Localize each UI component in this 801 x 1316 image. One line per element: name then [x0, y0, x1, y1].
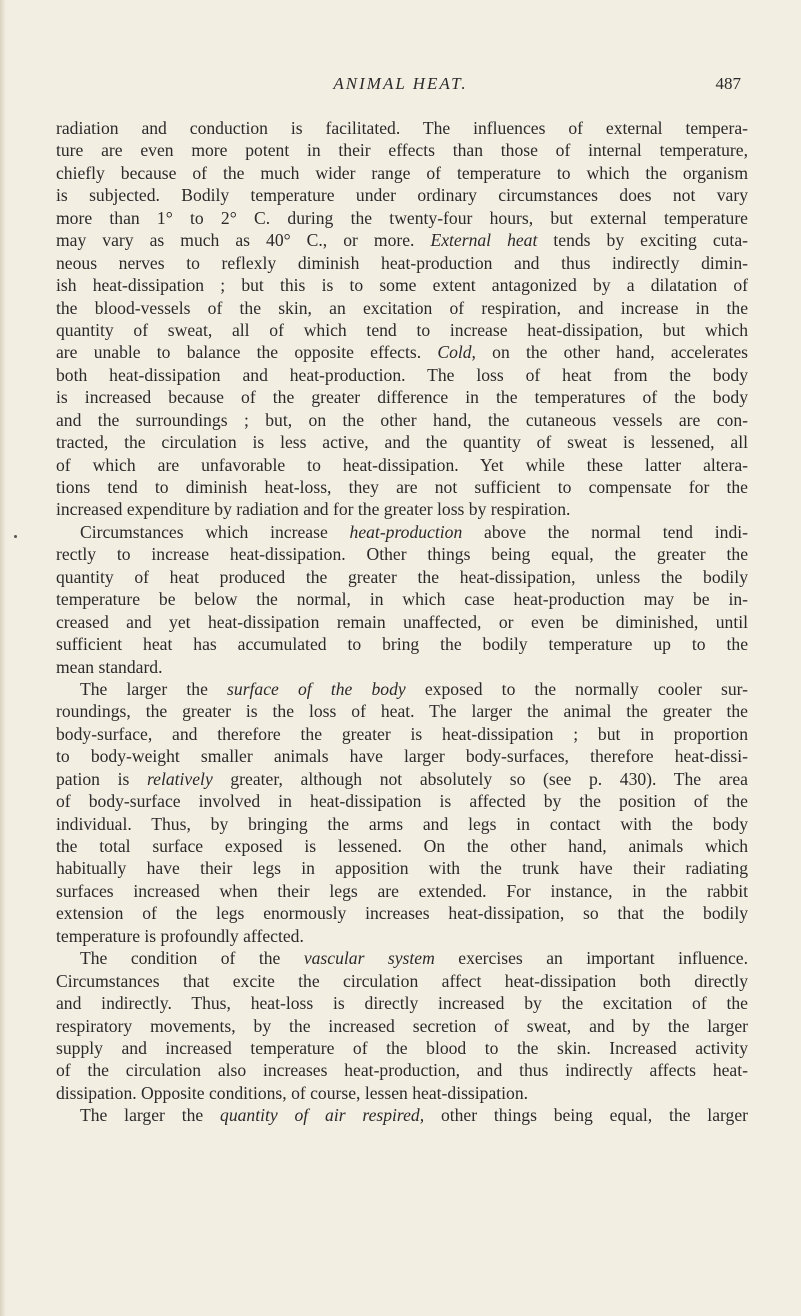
text-line: [56, 364, 748, 386]
italic-phrase: vascular system: [303, 948, 435, 969]
text-run: neous nerves to reflexly diminish heat-production and thus indirectly dimin-: [56, 252, 748, 273]
text-line: [56, 521, 748, 543]
text-line: [56, 925, 748, 947]
text-line: [56, 162, 748, 184]
text-line: [56, 184, 748, 206]
text-run: are unable to balance the opposite effects.: [56, 342, 438, 363]
text-line: [56, 252, 748, 274]
text-run: dissipation. Opposite conditions, of course, lessen heat-dissipation.: [56, 1082, 529, 1103]
text-run: individual. Thus, by bringing the arms and legs in contact with the body: [56, 813, 748, 834]
text-run: tends by exciting cuta-: [537, 230, 748, 251]
text-line: [56, 207, 748, 229]
text-run: exercises an important influence.: [434, 948, 748, 969]
text-line: [56, 970, 748, 992]
text-run: both heat-dissipation and heat-production. The loss of heat from the body: [56, 364, 748, 385]
text-run: Circumstances that excite the circulation affect heat-dissipation both directly: [56, 970, 748, 991]
text-run: tracted, the circulation is less active, and the quantity of sweat is lessened, all: [56, 432, 748, 453]
text-line: [56, 992, 748, 1014]
text-run: more than 1° to 2° C. during the twenty-four hours, but external temperature: [56, 207, 748, 228]
text-run: supply and increased temperature of the blood to the skin. Increased activity: [56, 1037, 748, 1058]
text-run: of the circulation also increases heat-production, and thus indirectly affects heat-: [56, 1060, 748, 1081]
italic-phrase: surface of the body: [227, 678, 406, 699]
body-text: [56, 117, 748, 1127]
text-run: pation is: [56, 768, 147, 789]
text-line: [56, 117, 748, 139]
text-run: chiefly because of the much wider range of temperature to which the organism: [56, 162, 748, 183]
text-line: [56, 1059, 748, 1081]
text-run: of body-surface involved in heat-dissipation is affected by the position of the: [56, 791, 748, 812]
text-line: [56, 723, 748, 745]
text-run: of which are unfavorable to heat-dissipation. Yet while these latter altera-: [56, 454, 748, 475]
text-line: [56, 409, 748, 431]
text-run: temperature be below the normal, in which case heat-production may be in-: [56, 589, 748, 610]
text-run: exposed to the normally cooler sur-: [405, 678, 748, 699]
italic-phrase: quantity of air respired,: [220, 1105, 425, 1126]
text-run: the blood-vessels of the skin, an excitation of respiration, and increase in the: [56, 297, 748, 318]
text-run: body-surface, and therefore the greater is heat-dissipation ; but in proportion: [56, 723, 748, 744]
text-line: [56, 431, 748, 453]
text-run: habitually have their legs in apposition with the trunk have their radiating: [56, 858, 748, 879]
text-line: [56, 454, 748, 476]
text-run: respiratory movements, by the increased secretion of sweat, and by the larger: [56, 1015, 748, 1036]
text-run: may vary as much as 40° C., or more.: [56, 230, 431, 251]
text-run: on the other hand, accelerates: [475, 342, 748, 363]
text-run: mean standard.: [56, 656, 163, 677]
text-line: [56, 835, 748, 857]
text-run: sufficient heat has accumulated to bring the bodily temperature up to the: [56, 634, 748, 655]
text-run: the total surface exposed is lessened. On the other hand, animals which: [56, 836, 748, 856]
text-run: and the surroundings ; but, on the other hand, the cutaneous vessels are con-: [56, 409, 748, 430]
page-edge-shadow: [0, 0, 6, 1316]
italic-phrase: External heat: [430, 230, 538, 251]
text-line: [56, 1082, 748, 1104]
text-line: [56, 1104, 748, 1126]
text-line: [56, 947, 748, 969]
text-run: and indirectly. Thus, heat-loss is directly increased by the excitation of the: [56, 993, 748, 1014]
text-run: rectly to increase heat-dissipation. Other things being equal, the greater the: [56, 544, 748, 565]
text-line: [56, 297, 748, 319]
text-line: [56, 813, 748, 835]
text-line: [56, 678, 748, 700]
text-run: other things being equal, the larger: [424, 1105, 749, 1126]
text-line: [56, 319, 748, 341]
text-line: [56, 768, 748, 790]
text-run: radiation and conduction is facilitated. The influences of external tempera-: [56, 118, 748, 138]
italic-phrase: Cold,: [437, 342, 476, 363]
text-line: [56, 857, 748, 879]
italic-phrase: relatively: [146, 768, 213, 789]
text-run: extension of the legs enormously increases heat-dissipation, so that the bodily: [56, 903, 748, 924]
running-head: [0, 74, 801, 98]
text-run: The condition of the: [80, 948, 304, 969]
text-line: [56, 139, 748, 161]
text-line: [56, 341, 748, 363]
text-line: [56, 1015, 748, 1037]
text-run: above the normal tend indi-: [462, 521, 748, 542]
margin-speck: [14, 535, 17, 538]
text-line: [56, 274, 748, 296]
text-run: quantity of sweat, all of which tend to increase heat-dissipation, but which: [56, 319, 748, 340]
text-run: increased expenditure by radiation and for the greater loss by respiration.: [56, 499, 571, 520]
text-run: surfaces increased when their legs are extended. For instance, in the rabbit: [56, 880, 748, 901]
text-line: [56, 498, 748, 520]
text-line: [56, 656, 748, 678]
text-run: greater, although not absolutely so (see p. 430). The area: [212, 768, 748, 789]
text-line: [56, 611, 748, 633]
text-run: is increased because of the greater difference in the temperatures of the body: [56, 387, 748, 408]
text-line: [56, 1037, 748, 1059]
italic-phrase: heat-production: [349, 521, 463, 542]
text-line: [56, 902, 748, 924]
text-line: [56, 543, 748, 565]
running-title: ANIMAL HEAT.: [333, 74, 468, 93]
text-line: [56, 633, 748, 655]
text-line: [56, 790, 748, 812]
text-run: creased and yet heat-dissipation remain unaffected, or even be diminished, until: [56, 611, 748, 632]
text-run: to body-weight smaller animals have larger body-surfaces, therefore heat-dissi-: [56, 746, 748, 767]
text-run: tions tend to diminish heat-loss, they are not sufficient to compensate for the: [56, 477, 748, 497]
text-run: ish heat-dissipation ; but this is to some extent antagonized by a dilatation of: [56, 275, 748, 296]
text-line: [56, 386, 748, 408]
text-run: temperature is profoundly affected.: [56, 925, 304, 946]
text-line: [56, 566, 748, 588]
text-line: [56, 476, 748, 498]
page-number: 487: [715, 74, 741, 93]
text-run: The larger the: [80, 678, 228, 699]
text-line: [56, 588, 748, 610]
text-run: The larger the: [80, 1105, 221, 1126]
text-line: [56, 229, 748, 251]
text-run: roundings, the greater is the loss of heat. The larger the animal the greater the: [56, 701, 748, 722]
text-line: [56, 745, 748, 767]
text-line: [56, 880, 748, 902]
text-run: is subjected. Bodily temperature under ordinary circumstances does not vary: [56, 185, 748, 206]
text-line: [56, 700, 748, 722]
text-run: quantity of heat produced the greater the heat-dissipation, unless the bodily: [56, 566, 748, 587]
text-run: ture are even more potent in their effects than those of internal temperature,: [56, 140, 748, 161]
text-run: Circumstances which increase: [80, 521, 350, 542]
